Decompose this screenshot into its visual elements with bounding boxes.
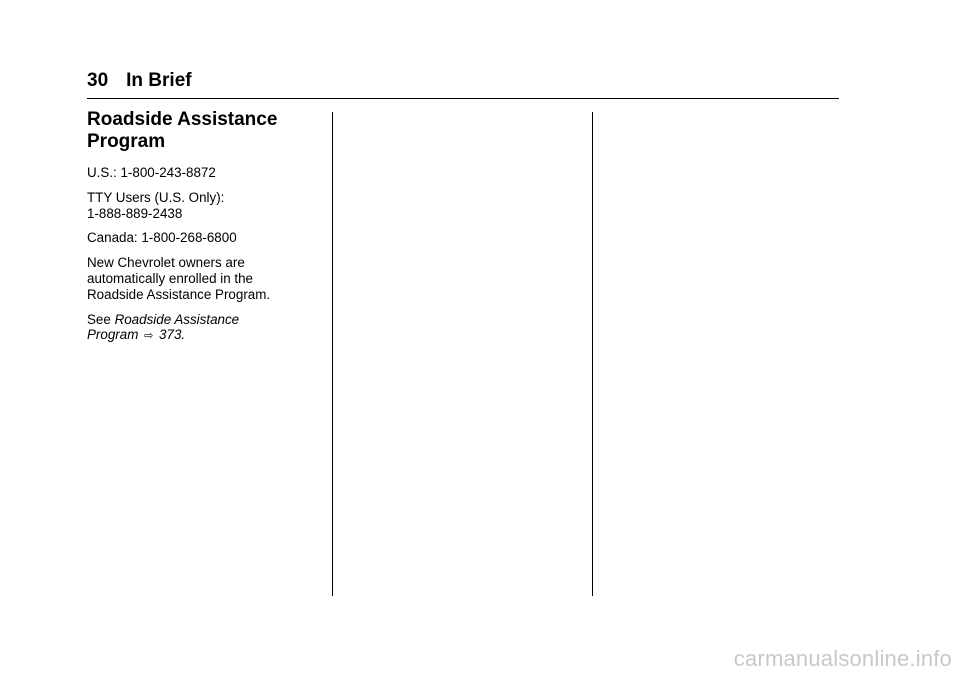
chapter-title: In Brief (126, 70, 192, 91)
us-phone: U.S.: 1-800-243-8872 (87, 165, 216, 180)
column-divider-1 (332, 112, 333, 596)
tty-phone: TTY Users (U.S. Only): 1-888-889-2438 (87, 189, 225, 221)
header-rule (87, 98, 839, 99)
xref-link[interactable]: Roadside Assistance Program (87, 311, 240, 343)
see-label: See (87, 311, 111, 327)
left-column (87, 109, 323, 354)
section-title: Roadside Assistance Program (87, 109, 278, 152)
owners-paragraph: New Chevrolet owners are automatically enrolled in the Roadside Assistance Program. (87, 255, 271, 302)
page-header (87, 69, 192, 93)
watermark: carmanualsonline.info (733, 646, 952, 671)
page-number: 30 (87, 70, 109, 91)
column-divider-2 (592, 112, 593, 596)
canada-phone: Canada: 1-800-268-6800 (87, 230, 237, 246)
see-reference (87, 312, 323, 346)
xref-arrow-icon: ⇨ (144, 330, 154, 343)
xref-page-number: 373. (159, 327, 186, 343)
